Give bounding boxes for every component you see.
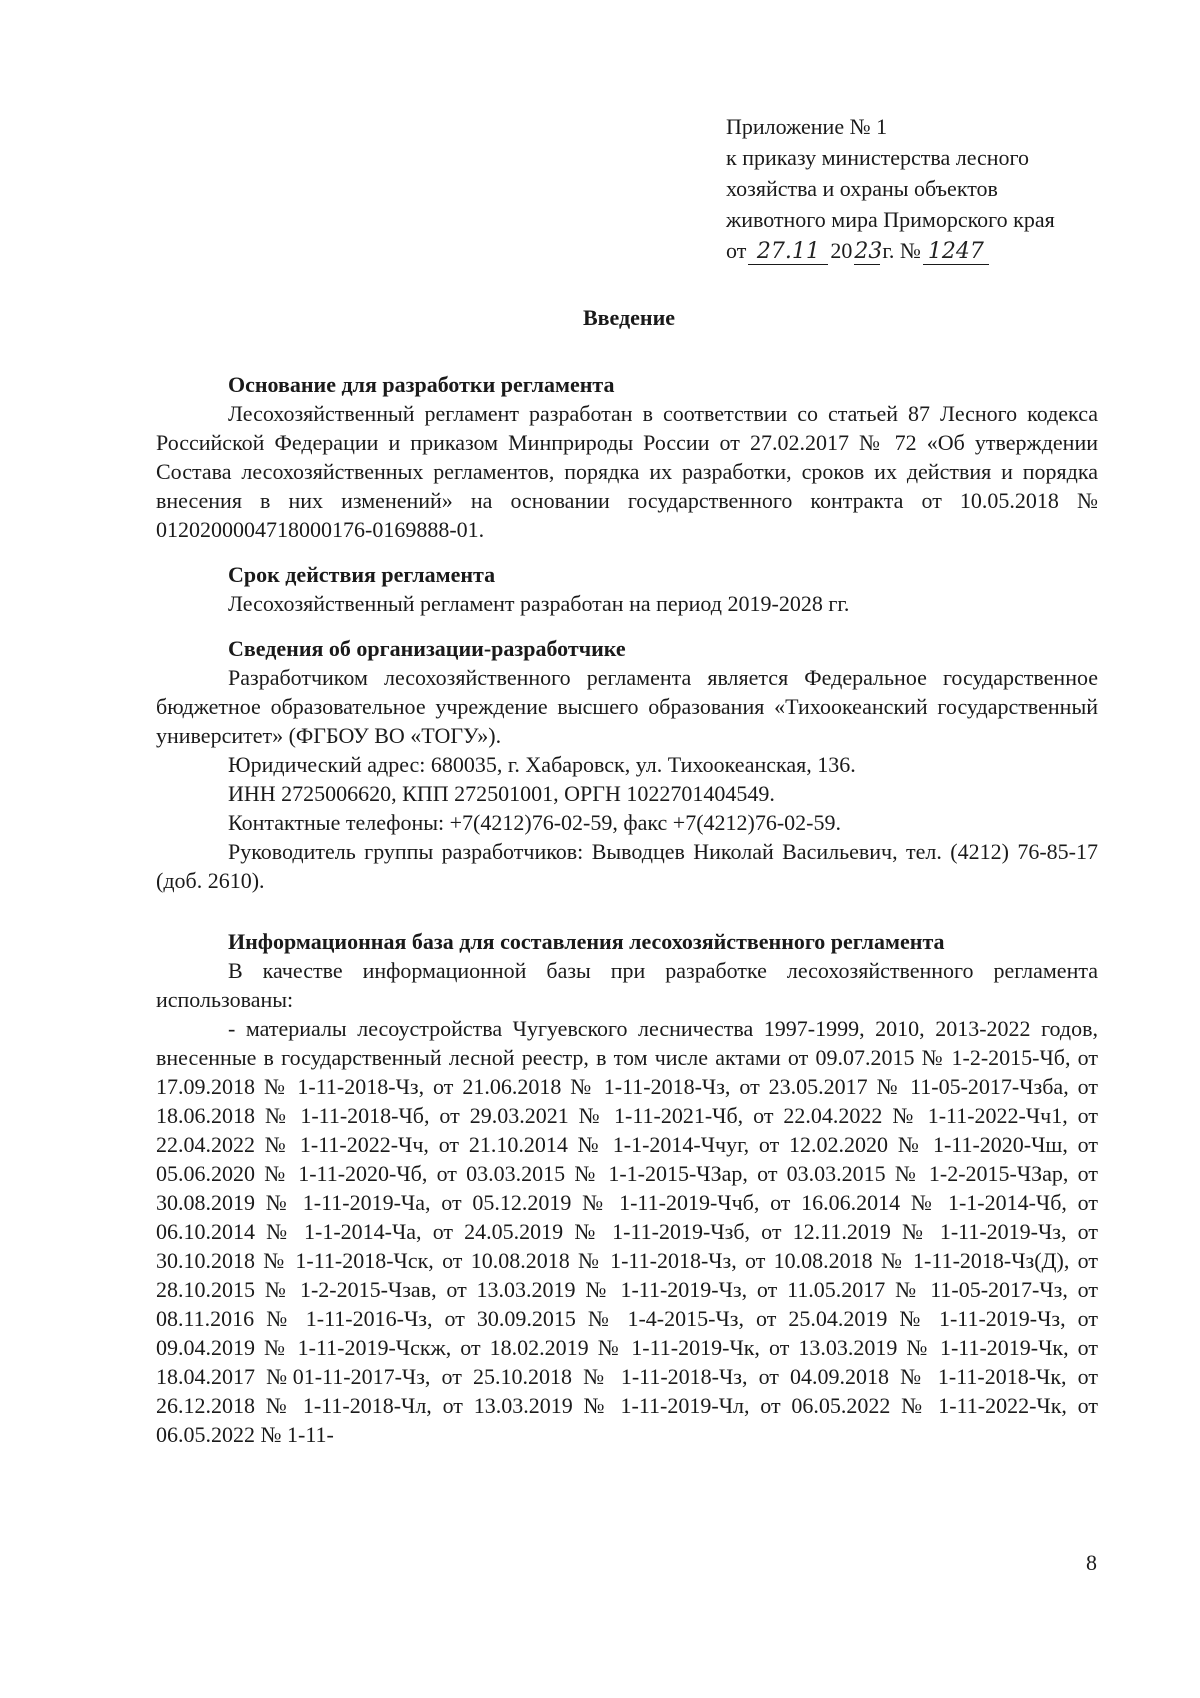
section-text-term: Лесохозяйственный регламент разработан на период 2019-2028 гг. <box>228 591 850 616</box>
page-title: Введение <box>582 305 676 330</box>
section-text-info-base-intro: В качестве информационной базы при разработке лесохозяйственного регламента использованы: <box>156 958 1098 1012</box>
order-date-prefix: от <box>726 238 747 263</box>
appendix-line-2: к приказу министерства лесного <box>726 145 1030 170</box>
appendix-line-4: животного мира Приморского края <box>726 207 1055 232</box>
order-date-handwritten: 27.11 <box>748 240 828 265</box>
developer-head: Руководитель группы разработчиков: Выводцев Николай Васильевич, тел. (4212) 76-85-17 (доб. 2610). <box>156 839 1098 893</box>
document-body <box>156 370 1098 1449</box>
page-number: 8 <box>1086 1550 1097 1575</box>
section-text-info-base-item: - материалы лесоустройства Чугуевского лесничества 1997-1999, 2010, 2013-2022 годов, внесенные в государственный лесной реестр, в том числе актами от 09.07.2015 № 1-2-2015-Чб, от 17.09.2018 № 1-11-2018-Чз, от 21.06.2018 № 1-11-2018-Чз, от 23.05.2017 № 11-05-2017-Чзба, от 18.06.2018 № 1-11-2018-Чб, от 29.03.2021 № 1-11-2021-Чб, от 22.04.2022 № 1-11-2022-Чч1, от 22.04.2022 № 1-11-2022-Чч, от 21.10.2014 № 1-1-2014-Ччуг, от 12.02.2020 № 1-11-2020-Чш, от 05.06.2020 № 1-11-2020-Чб, от 03.03.2015 № 1-1-2015-ЧЗар, от 03.03.2015 № 1-2-2015-ЧЗар, от 30.08.2019 № 1-11-2019-Ча, от 05.12.2019 № 1-11-2019-Ччб, от 16.06.2014 № 1-1-2014-Чб, от 06.10.2014 № 1-1-2014-Ча, от 24.05.2019 № 1-11-2019-Чзб, от 12.11.2019 № 1-11-2019-Чз, от 30.10.2018 № 1-11-2018-Чск, от 10.08.2018 № 1-11-2018-Чз, от 10.08.2018 № 1-11-2018-Чз(Д), от 28.10.2015 № 1-2-2015-Чзав, от 13.03.2019 № 1-11-2019-Чз, от 11.05.2017 № 11-05-2017-Чз, от 08.11.2016 № 1-11-2016-Чз, от 30.09.2015 № 1-4-2015-Чз, от 25.04.2019 № 1-11-2019-Чз, от 09.04.2019 № 1-11-2019-Чскж, от 18.02.2019 № 1-11-2019-Чк, от 13.03.2019 № 1-11-2019-Чк, от 18.04.2017 №01-11-2017-Чз, от 25.10.2018 № 1-11-2018-Чз, от 04.09.2018 № 1-11-2018-Чк, от 26.12.2018 № 1-11-2018-Чл, от 13.03.2019 № 1-11-2019-Чл, от 06.05.2022 № 1-11-2022-Чк, от 06.05.2022 № 1-11- <box>156 1016 1098 1447</box>
section-heading-basis: Основание для разработки регламента <box>228 372 615 397</box>
order-number-handwritten: 1247 <box>923 240 989 265</box>
appendix-block <box>726 111 1146 266</box>
order-year-handwritten: 23 <box>854 239 883 264</box>
section-heading-info-base: Информационная база для составления лесохозяйственного регламента <box>228 929 945 954</box>
appendix-line-1: Приложение № 1 <box>726 114 888 139</box>
order-year-prefix: 20 <box>830 238 853 263</box>
order-date-line <box>726 235 1146 266</box>
order-number-label: г. № <box>882 238 921 263</box>
developer-ids: ИНН 2725006620, КПП 272501001, ОРГН 1022701404549. <box>228 781 775 806</box>
section-heading-developer: Сведения об организации-разработчике <box>228 636 626 661</box>
developer-phones: Контактные телефоны: +7(4212)76-02-59, факс +7(4212)76-02-59. <box>228 810 841 835</box>
section-text-developer: Разработчиком лесохозяйственного регламента является Федеральное государственное бюджетное образовательное учреждение высшего образования «Тихоокеанский государственный университет» (ФГБОУ ВО «ТОГУ»). <box>156 665 1098 748</box>
section-heading-term: Срок действия регламента <box>228 562 496 587</box>
section-text-basis: Лесохозяйственный регламент разработан в соответствии со статьей 87 Лесного кодекса Российской Федерации и приказом Минприроды России от 27.02.2017 № 72 «Об утверждении Состава лесохозяйственных регламентов, порядка их разработки, сроков их действия и порядка внесения в них изменений» на основании государственного контракта от 10.05.2018 № 0120200004718000176-0169888-01. <box>156 401 1098 542</box>
appendix-line-3: хозяйства и охраны объектов <box>726 176 998 201</box>
developer-address: Юридический адрес: 680035, г. Хабаровск, ул. Тихоокеанская, 136. <box>228 752 856 777</box>
